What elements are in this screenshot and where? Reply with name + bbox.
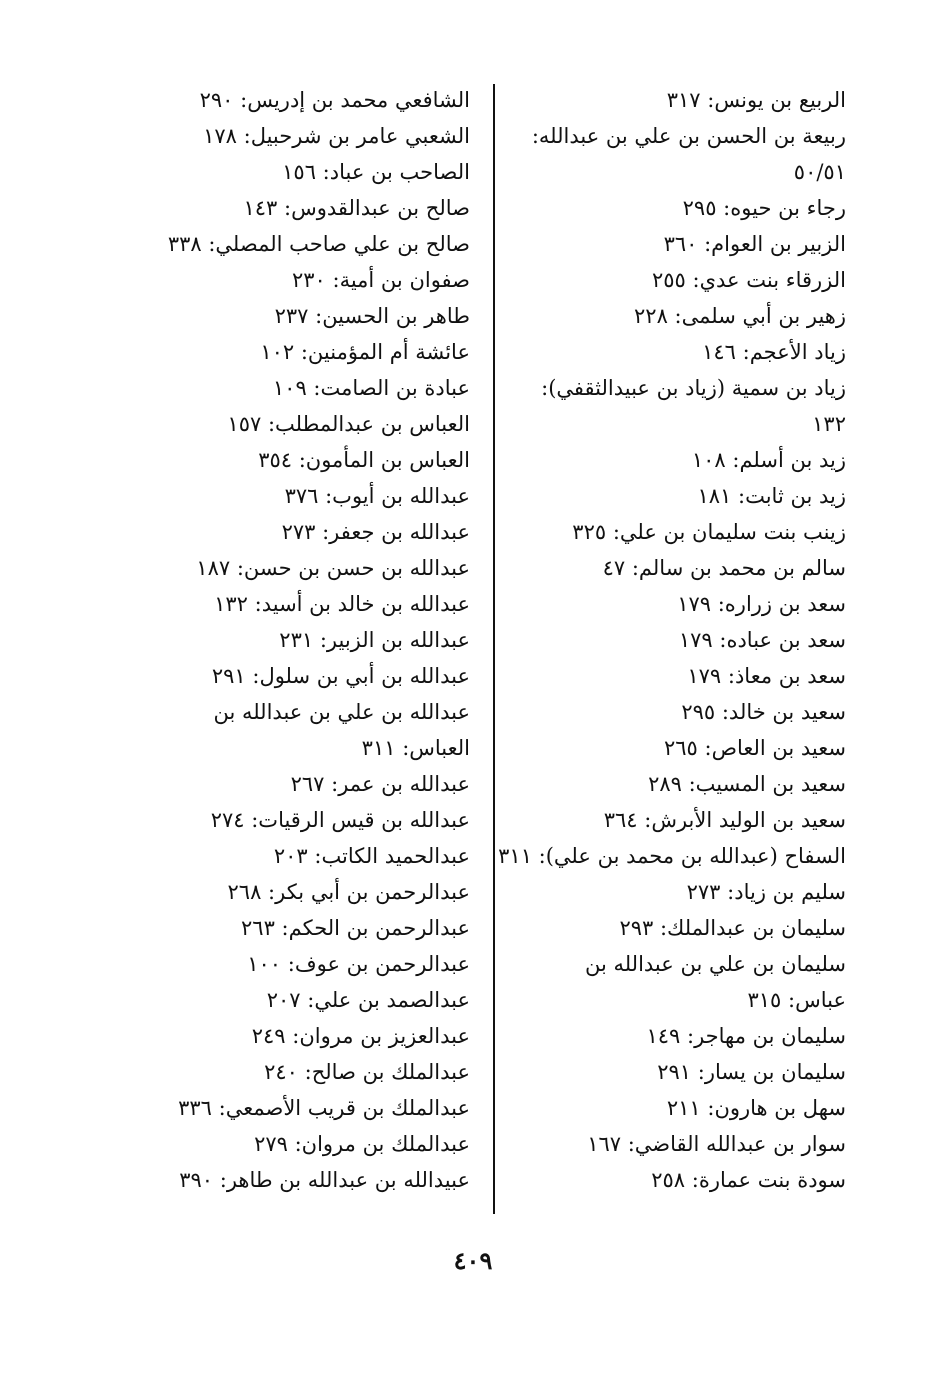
index-entry: عبدالله بن علي بن عبدالله بن العباس: ٣١١ [213, 700, 470, 760]
index-entry: سعيد بن المسيب: ٢٨٩ [648, 772, 846, 796]
index-entry: عبدالله بن أبي بن سلول: ٢٩١ [211, 664, 470, 688]
index-entry: عبدالملك بن قريب الأصمعي: ٣٣٦ [178, 1096, 470, 1120]
index-entry: عبدالله بن أيوب: ٣٧٦ [284, 484, 470, 508]
index-entry: الزبير بن العوام: ٣٦٠ [663, 232, 846, 256]
index-entry: زيد بن أسلم: ١٠٨ [691, 448, 846, 472]
index-entry: سليمان بن علي بن عبدالله بن عباس: ٣١٥ [584, 952, 846, 1012]
index-entry: ربيعة بن الحسن بن علي بن عبدالله: ٥٠/٥١ [531, 124, 846, 184]
index-entry: الصاحب بن عباد: ١٥٦ [282, 160, 470, 184]
column-divider [493, 84, 495, 1214]
index-entry: عبدالصمد بن علي: ٢٠٧ [266, 988, 470, 1012]
index-entry: عبادة بن الصامت: ١٠٩ [272, 376, 470, 400]
index-entry: الشافعي محمد بن إدريس: ٢٩٠ [199, 88, 470, 112]
index-entry: صالح بن عبدالقدوس: ١٤٣ [243, 196, 470, 220]
index-entry: عبدالله بن خالد بن أسيد: ١٣٢ [214, 592, 470, 616]
index-entry: عبدالله بن حسن بن حسن: ١٨٧ [196, 556, 470, 580]
index-entry: سليمان بن يسار: ٢٩١ [657, 1060, 846, 1084]
index-entry: سعد بن زراره: ١٧٩ [677, 592, 846, 616]
index-column-left [140, 82, 470, 1198]
index-entry: السفاح (عبدالله بن محمد بن علي): ٣١١ [498, 844, 846, 868]
index-entry: عبيدالله بن عبدالله بن طاهر: ٣٩٠ [179, 1168, 470, 1192]
index-entry: سودة بنت عمارة: ٢٥٨ [651, 1168, 846, 1192]
index-entry: سوار بن عبدالله القاضي: ١٦٧ [587, 1132, 846, 1156]
index-entry: عبدالله بن عمر: ٢٦٧ [290, 772, 470, 796]
index-entry: سليم بن زياد: ٢٧٣ [686, 880, 846, 904]
index-entry: زياد بن سمية (زياد بن عبيدالثقفي): ١٣٢ [541, 376, 846, 436]
index-entry: سليمان بن مهاجر: ١٤٩ [646, 1024, 846, 1048]
index-entry: سعد بن عباده: ١٧٩ [678, 628, 846, 652]
index-entry: الربيع بن يونس: ٣١٧ [666, 88, 846, 112]
index-entry: سعيد بن العاص: ٢٦٥ [663, 736, 846, 760]
page-number: ٤٠٩ [453, 1246, 493, 1275]
index-entry: عبدالملك بن مروان: ٢٧٩ [254, 1132, 470, 1156]
index-entry: صالح بن علي صاحب المصلي: ٣٣٨ [167, 232, 470, 256]
index-entry: سهل بن هارون: ٢١١ [666, 1096, 846, 1120]
index-entry: طاهر بن الحسين: ٢٣٧ [274, 304, 470, 328]
index-entry: عبدالعزيز بن مروان: ٢٤٩ [251, 1024, 470, 1048]
index-entry: سعيد بن الوليد الأبرش: ٣٦٤ [603, 808, 846, 832]
index-entry: عبدالرحمن بن الحكم: ٢٦٣ [241, 916, 470, 940]
index-entry: سالم بن محمد بن سالم: ٤٧ [602, 556, 846, 580]
index-entry: الزرقاء بنت عدي: ٢٥٥ [651, 268, 846, 292]
index-entry: عبدالملك بن صالح: ٢٤٠ [264, 1060, 470, 1084]
index-entry: صفوان بن أمية: ٢٣٠ [291, 268, 470, 292]
index-entry: الشعبي عامر بن شرحبيل: ١٧٨ [203, 124, 470, 148]
index-entry: زياد الأعجم: ١٤٦ [702, 340, 846, 364]
index-entry: عبدالرحمن بن أبي بكر: ٢٦٨ [227, 880, 470, 904]
index-column-right [498, 82, 846, 1198]
index-entry: زيد بن ثابت: ١٨١ [697, 484, 846, 508]
index-entry: عبدالرحمن بن عوف: ١٠٠ [247, 952, 470, 976]
index-entry: عبدالله بن قيس الرقيات: ٢٧٤ [210, 808, 470, 832]
index-entry: عبدالله بن الزبير: ٢٣١ [279, 628, 470, 652]
index-entry: زهير بن أبي سلمى: ٢٢٨ [634, 304, 846, 328]
index-entry: سعد بن معاذ: ١٧٩ [687, 664, 846, 688]
index-entry: عائشة أم المؤمنين: ١٠٢ [260, 340, 470, 364]
index-entry: سليمان بن عبدالملك: ٢٩٣ [619, 916, 846, 940]
index-entry: عبدالحميد الكاتب: ٢٠٣ [273, 844, 470, 868]
index-entry: زينب بنت سليمان بن علي: ٣٢٥ [572, 520, 846, 544]
index-entry: العباس بن عبدالمطلب: ١٥٧ [227, 412, 470, 436]
index-entry: رجاء بن حيوه: ٢٩٥ [682, 196, 846, 220]
index-entry: عبدالله بن جعفر: ٢٧٣ [281, 520, 470, 544]
index-entry: سعيد بن خالد: ٢٩٥ [681, 700, 846, 724]
index-entry: العباس بن المأمون: ٣٥٤ [258, 448, 470, 472]
